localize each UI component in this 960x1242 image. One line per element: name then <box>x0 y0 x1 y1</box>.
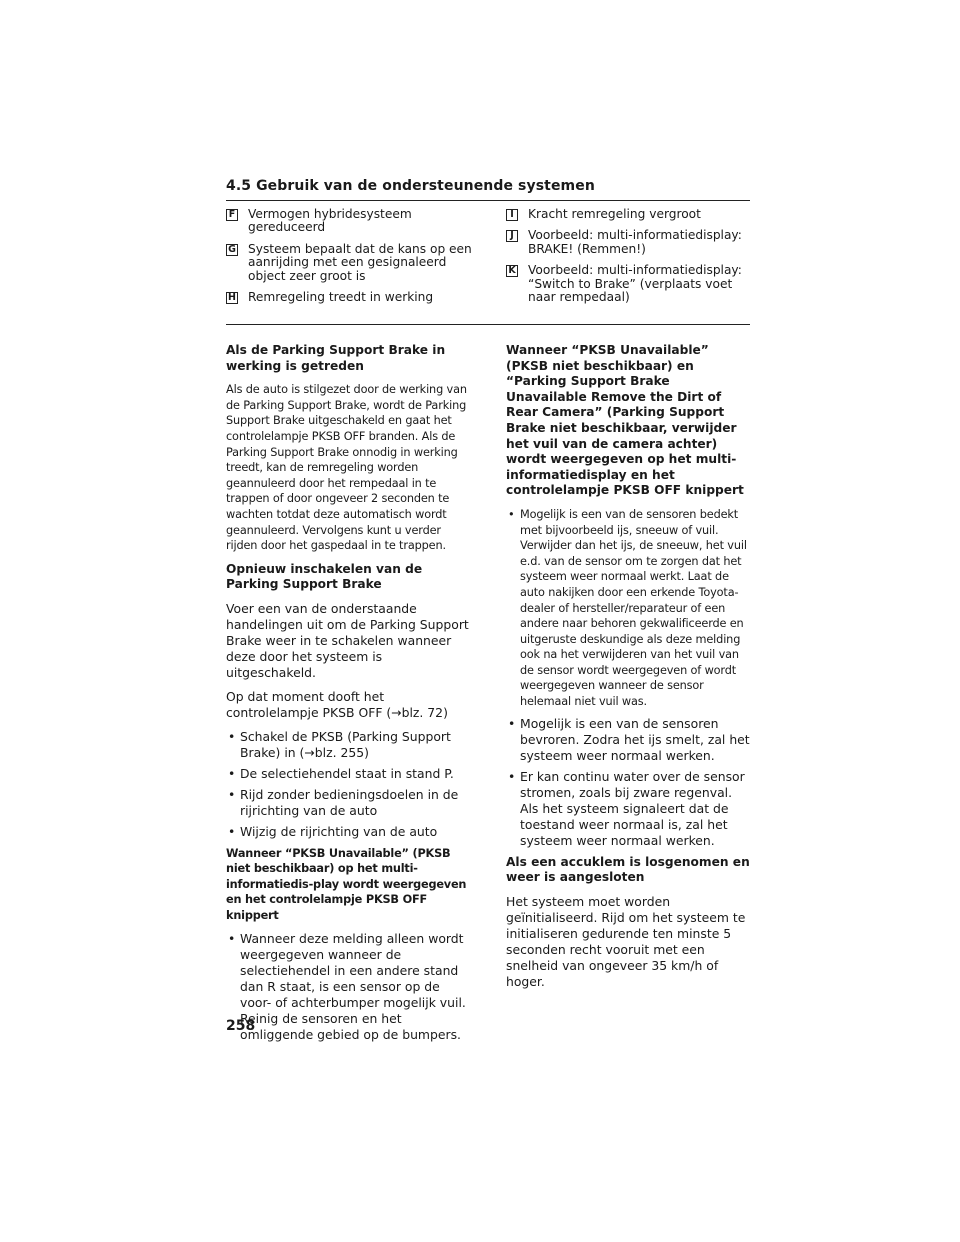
header-rule <box>226 200 750 201</box>
legend-item <box>226 291 476 304</box>
legend-right <box>506 208 750 312</box>
heading-pksb-unavailable: Wanneer “PKSB Unavailable” (PKSB niet beschikbaar) op het multi-informatiedis-play wordt weergegeven en het controlelampje PKSB OFF knippert <box>226 846 467 922</box>
legend-item <box>506 208 750 221</box>
legend-badge: F <box>226 209 238 221</box>
section-title: 4.5 Gebruik van de ondersteunende systemen <box>226 178 595 194</box>
legend-item <box>226 208 476 235</box>
list-item: • Wanneer deze melding alleen wordt weergegeven wanneer de selectiehendel in een andere stand dan R staat, is een sensor op de voor- of achterbumper mogelijk vuil. Reinig de sensoren en het omliggende gebied op de bumpers. <box>226 931 474 1043</box>
bullet-list <box>226 729 474 840</box>
left-column <box>226 343 474 1049</box>
list-item: • Mogelijk is een van de sensoren bevroren. Zodra het ijs smelt, zal het systeem weer normaal werken. <box>506 716 750 764</box>
legend-text: Voorbeeld: multi-informatiedisplay: BRAKE! (Remmen!) <box>528 228 742 256</box>
right-column <box>506 343 750 998</box>
legend-text: Vermogen hybridesysteem gereduceerd <box>248 207 412 235</box>
heading-battery: Als een accuklem is losgenomen en weer is aangesloten <box>506 854 750 885</box>
paragraph: Als de auto is stilgezet door de werking van de Parking Support Brake, wordt de Parking Support Brake uitgeschakeld en gaat het controlelampje PKSB OFF branden. Als de Parking Support Brake onnodig in werking treedt, kan de remregeling worden geannuleerd door het rempedaal in te trappen of door ongeveer 2 seconden te wachten totdat deze automatisch wordt geannuleerd. Vervolgens kunt u verder rijden door het gaspedaal in te trappen. <box>226 383 467 553</box>
legend-text: Kracht remregeling vergroot <box>528 207 701 221</box>
list-item: • De selectiehendel staat in stand P. <box>226 766 474 782</box>
heading-pksb-camera: Wanneer “PKSB Unavailable” (PKSB niet beschikbaar) en “Parking Support Brake Unavailable Remove the Dirt of Rear Camera” (Parking Support Brake niet beschikbaar, verwijder het vuil van de camera achter) wordt weergegeven op het multi-informatiedisplay en het controlelampje PKSB OFF knippert <box>506 343 744 498</box>
paragraph: Voer een van de onderstaande handelingen uit om de Parking Support Brake weer in te schakelen wanneer deze door het systeem is uitgeschakeld. <box>226 600 469 680</box>
legend-text: Voorbeeld: multi-informatiedisplay: “Switch to Brake” (verplaats voet naar rempedaal) <box>528 263 742 305</box>
legend-badge: K <box>506 265 518 277</box>
page-number: 258 <box>226 1018 256 1034</box>
heading-reenable: Opnieuw inschakelen van de Parking Support Brake <box>226 561 423 592</box>
legend-item <box>506 264 750 304</box>
bullet-list <box>506 716 750 849</box>
list-item: • Er kan continu water over de sensor stromen, zoals bij zware regenval. Als het systeem signaleert dat de toestand weer normaal is, zal het systeem weer normaal werken. <box>506 769 750 849</box>
legend-item <box>506 229 750 256</box>
legend-left <box>226 208 476 312</box>
list-item: • Schakel de PKSB (Parking Support Brake) in (→blz. 255) <box>226 729 474 761</box>
paragraph: Op dat moment dooft het controlelampje PKSB OFF (→blz. 72) <box>226 688 448 720</box>
bullet-list <box>506 507 750 710</box>
legend-badge: I <box>506 209 518 221</box>
legend-badge: J <box>506 230 518 242</box>
legend-badge: G <box>226 244 238 256</box>
legend-text: Systeem bepaalt dat de kans op een aanrijding met een gesignaleerd object zeer groot is <box>248 241 472 283</box>
legend-badge: H <box>226 292 238 304</box>
section-divider <box>226 324 750 325</box>
list-item: • Wijzig de rijrichting van de auto <box>226 824 474 840</box>
paragraph: Het systeem moet worden geïnitialiseerd. Rijd om het systeem te initialiseren gedurende ten minste 5 seconden recht vooruit met een snelheid van ongeveer 35 km/h of hoger. <box>506 893 746 989</box>
list-item: • Rijd zonder bedieningsdoelen in de rijrichting van de auto <box>226 787 474 819</box>
legend-item <box>226 243 476 283</box>
bullet-list <box>226 931 474 1043</box>
heading-pksb-activated: Als de Parking Support Brake in werking is getreden <box>226 343 446 373</box>
list-item: • Mogelijk is een van de sensoren bedekt met bijvoorbeeld ijs, sneeuw of vuil. Verwijder dan het ijs, de sneeuw, het vuil e.d. van de sensor om te zorgen dat het systeem weer normaal werkt. Laat de auto nakijken door een erkende Toyota-dealer of hersteller/reparateur of een andere naar behoren gekwalificeerde en uitgeruste deskundige als deze melding ook na het verwijderen van het vuil van de sensor wordt weergegeven of wordt weergegeven wanneer de sensor helemaal niet vuil was. <box>506 507 750 710</box>
legend-text: Remregeling treedt in werking <box>248 290 434 305</box>
